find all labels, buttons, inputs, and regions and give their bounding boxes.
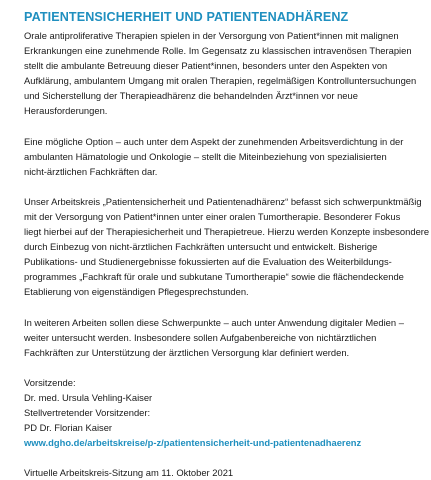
meeting-note: Virtuelle Arbeitskreis-Sitzung am 11. Oktober 2021 (24, 467, 234, 479)
document-page (24, 10, 430, 480)
chair-name: Dr. med. Ursula Vehling-Kaiser (24, 391, 153, 403)
paragraph-line: Orale antiproliferative Therapien spielen in der Versorgung von Patient*innen mit malignen (24, 30, 399, 41)
paragraph-line: Erkrankungen eine zunehmende Rolle. Im Gegensatz zu klassischen intravenösen Therapien (24, 45, 412, 57)
paragraph-line: liegt hierbei auf der Therapiesicherheit und Therapietreue. Hierzu werden Konzepte insbesondere (24, 226, 430, 238)
paragraph-line: programmes „Fachkraft für orale und subkutane Tumortherapie“ sowie die flächendeckende (24, 271, 404, 283)
paragraph-line: Aufklärung, ambulantem Umgang mit oralen Therapien, regelmäßigen Kontrolluntersuchungen (24, 75, 417, 87)
paragraph-line: nicht-ärztlichen Fachkräften dar. (24, 165, 158, 177)
paragraph-line: Etablierung von eigenständigen Pflegesprechstunden. (24, 286, 249, 298)
paragraph-line: Publikations- und Studienergebnisse fokussierten auf die Evaluation des Weiterbildungs- (24, 256, 392, 268)
paragraph-option (24, 134, 424, 179)
chair-label: Vorsitzende: (24, 376, 76, 388)
paragraph-line: weiter untersucht werden. Insbesondere sollen Aufgabenbereiche von nichtärztlichen (24, 331, 377, 343)
paragraph-focus (24, 194, 430, 300)
paragraph-line: und Sicherstellung der Therapieadhärenz die behandelnden Ärzt*innen vor neue (24, 90, 358, 102)
paragraph-line: Fachkräften zur Unterstützung der ärztlichen Versorgung klar definiert werden. (24, 346, 350, 358)
paragraph-line: Unser Arbeitskreis „Patientensicherheit und Patientenadhärenz“ befasst sich schwerpunktmäßig (24, 195, 422, 207)
contacts-block (24, 375, 424, 450)
paragraph-line: ambulanten Hämatologie und Onkologie – stellt die Miteinbeziehung von spezialisierten (24, 150, 387, 162)
paragraph-outlook (24, 315, 424, 360)
working-group-link[interactable]: www.dgho.de/arbeitskreise/p-z/patientensicherheit-und-patientenadhaerenz (24, 437, 362, 449)
paragraph-intro (24, 28, 424, 119)
paragraph-line: Eine mögliche Option – auch unter dem Aspekt der zunehmenden Arbeitsverdichtung in der (24, 135, 404, 147)
paragraph-line: Herausforderungen. (24, 105, 108, 117)
paragraph-line: stellt die ambulante Betreuung dieser Patient*innen, besonders unter den Aspekten von (24, 60, 388, 72)
paragraph-line: In weiteren Arbeiten sollen diese Schwerpunkte – auch unter Anwendung digitaler Medien – (24, 316, 404, 328)
paragraph-line: mit der Versorgung von Patient*innen unter einer oralen Tumortherapie. Besonderer Fokus (24, 210, 401, 222)
vice-chair-name: PD Dr. Florian Kaiser (24, 422, 113, 434)
paragraph-line: durch Einbezug von nicht-ärztlichen Fachkräften untersucht und entwickelt. Bisherige (24, 241, 378, 253)
vice-chair-label: Stellvertretender Vorsitzender: (24, 406, 151, 418)
page-title: PATIENTENSICHERHEIT UND PATIENTENADHÄRENZ (24, 10, 349, 24)
